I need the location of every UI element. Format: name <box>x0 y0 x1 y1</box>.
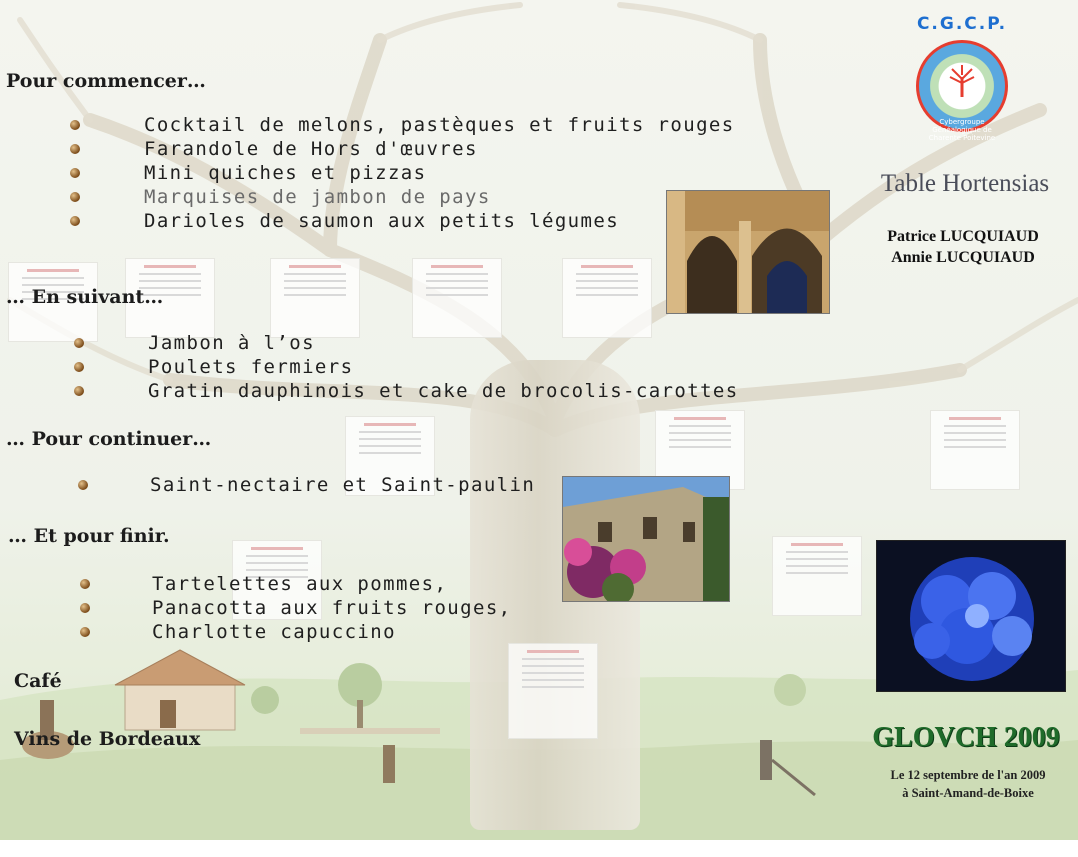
bullet-icon <box>74 338 84 348</box>
bullet-icon <box>70 144 80 154</box>
bullet-icon <box>70 216 80 226</box>
bullet-icon <box>74 362 84 372</box>
bullet-icon <box>74 386 84 396</box>
extra-coffee: Café <box>14 670 62 692</box>
event-title: GLOVCH 2009 <box>872 722 1060 753</box>
bullet-icon <box>80 627 90 637</box>
bullet-icon <box>80 603 90 613</box>
event-date: Le 12 septembre de l'an 2009 <box>890 768 1046 782</box>
section-title-starters: Pour commencer… <box>6 70 206 92</box>
genealogy-card <box>508 643 598 739</box>
manor-house-photo <box>562 476 730 602</box>
extra-wine: Vins de Bordeaux <box>14 728 201 750</box>
hydrangea-photo <box>876 540 1066 692</box>
genealogy-card <box>412 258 502 338</box>
genealogy-card <box>562 258 652 338</box>
genealogy-card <box>930 410 1020 490</box>
genealogy-card <box>772 536 862 616</box>
tree-logo-icon <box>947 63 977 97</box>
genealogy-card <box>270 258 360 338</box>
bullet-icon <box>70 168 80 178</box>
bullet-icon <box>70 120 80 130</box>
section-title-desserts: … Et pour finir. <box>8 525 170 547</box>
section-title-cheese: … Pour continuer… <box>6 428 212 450</box>
bullet-icon <box>80 579 90 589</box>
bullet-icon <box>70 192 80 202</box>
menu-card: Pour commencer… Cocktail de melons, pastèques et fruits rouges Farandole de Hors d'œuvres Mini quiches et pizzas Marquises de jambon de pays Darioles de saumon aux petits légumes … En suivant… Jambon à l’os Poulets fermiers Gratin dauphinois et cake de brocolis-carottes … Pour continuer… Saint-nectaire et Saint-paulin … Et pour finir. Tartelettes aux pommes, Panacotta aux fruits rouges, Charlotte capuccino Café Vins de Bordeaux C.G.C.P. Cybergroupe Généalogique de Charente Poitevine Table Hortensias Patrice LUCQUIAUD Annie LUCQUIAUD GLOVCH 2009 Le 12 septembre de l'an 2009 à Saint-Amand-de-Boixe <box>0 0 1078 840</box>
cloister-arches-photo <box>666 190 830 314</box>
table-name: Table Hortensias <box>880 170 1050 197</box>
guest-name: Patrice LUCQUIAUD <box>887 228 1039 245</box>
section-title-mains: … En suivant… <box>6 286 164 308</box>
bullet-icon <box>78 480 88 490</box>
logo-ring-text: Cybergroupe Généalogique de Charente Poitevine <box>928 118 996 142</box>
logo-title: C.G.C.P. <box>916 14 1008 34</box>
event-place: à Saint-Amand-de-Boixe <box>902 786 1034 800</box>
guest-name: Annie LUCQUIAUD <box>891 249 1035 266</box>
